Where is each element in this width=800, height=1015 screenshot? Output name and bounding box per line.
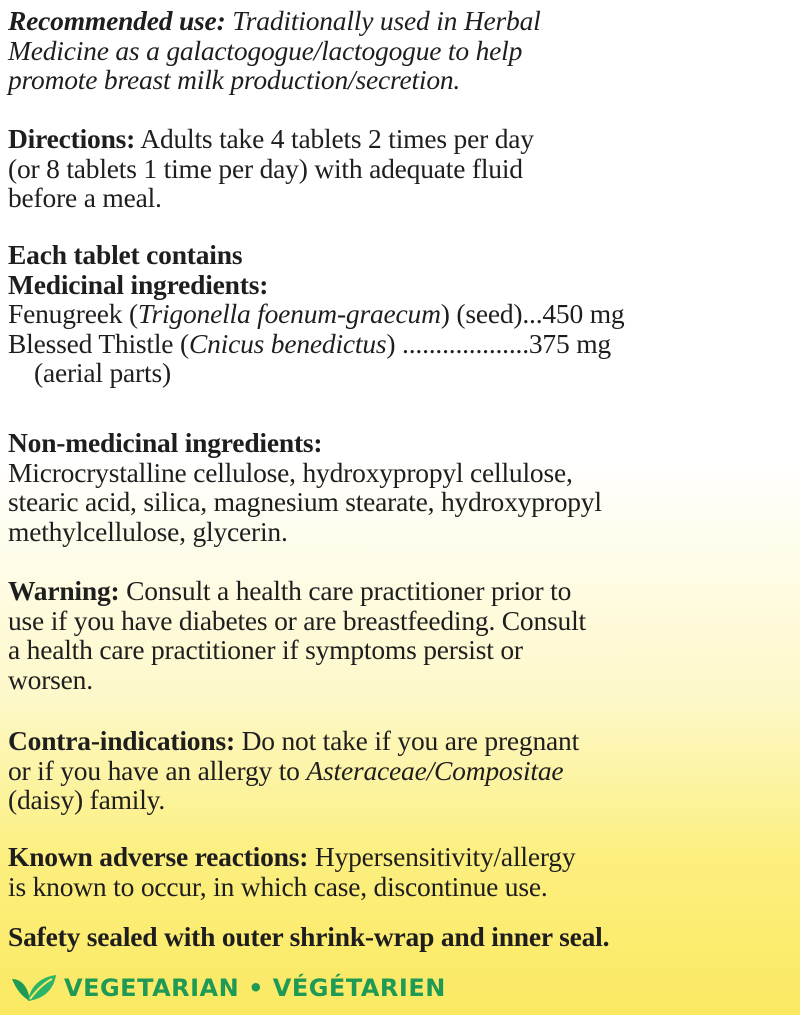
ingredients-section: [8, 240, 624, 388]
contra-label: Contra-indications:: [8, 725, 235, 756]
directions-section: Directions: Adults take 4 tablets 2 times per day (or 8 tablets 1 time per day) with adequate fluid before a meal.: [8, 123, 534, 213]
vegetarian-text: VEGETARIAN • VÉGÉTARIEN: [64, 974, 446, 1002]
vegetarian-badge: [10, 973, 446, 1003]
ingredient-row: Fenugreek (Trigonella foenum-graecum) (seed)...450 mg: [8, 298, 625, 329]
non-medicinal-section: Non-medicinal ingredients: Microcrystalline cellulose, hydroxypropyl cellulose, stearic acid, silica, magnesium stearate, hydroxypropyl methylcellulose, glycerin.: [8, 427, 602, 547]
leaf-v-icon: [10, 973, 58, 1003]
adverse-label: Known adverse reactions:: [8, 841, 309, 872]
ingredient-row: Blessed Thistle (Cnicus benedictus) ...................375 mg: [8, 327, 611, 359]
contra-indications-section: Contra-indications: Do not take if you are pregnant or if you have an allergy to Asteraceae/Compositae (daisy) family.: [8, 725, 580, 815]
safety-seal-note: Safety sealed with outer shrink-wrap and inner seal.: [8, 921, 610, 952]
directions-label: Directions:: [8, 123, 136, 154]
each-tablet-heading: Each tablet contains: [8, 239, 243, 270]
warning-label: Warning:: [8, 575, 120, 606]
non-medicinal-heading: Non-medicinal ingredients:: [8, 427, 323, 458]
recommended-use-section: Recommended use: Traditionally used in Herbal Medicine as a galactogogue/lactogogue to help promote breast milk production/secretion.: [8, 5, 541, 95]
recommended-use-label: Recommended use:: [8, 5, 226, 36]
warning-section: Warning: Consult a health care practitioner prior to use if you have diabetes or are breastfeeding. Consult a health care practitioner if symptoms persist or worsen.: [8, 575, 586, 695]
aerial-note: (aerial parts): [34, 357, 171, 388]
adverse-reactions-section: Known adverse reactions: Hypersensitivity/allergy is known to occur, in which case, discontinue use.: [8, 841, 576, 902]
medicinal-heading: Medicinal ingredients:: [8, 268, 269, 300]
